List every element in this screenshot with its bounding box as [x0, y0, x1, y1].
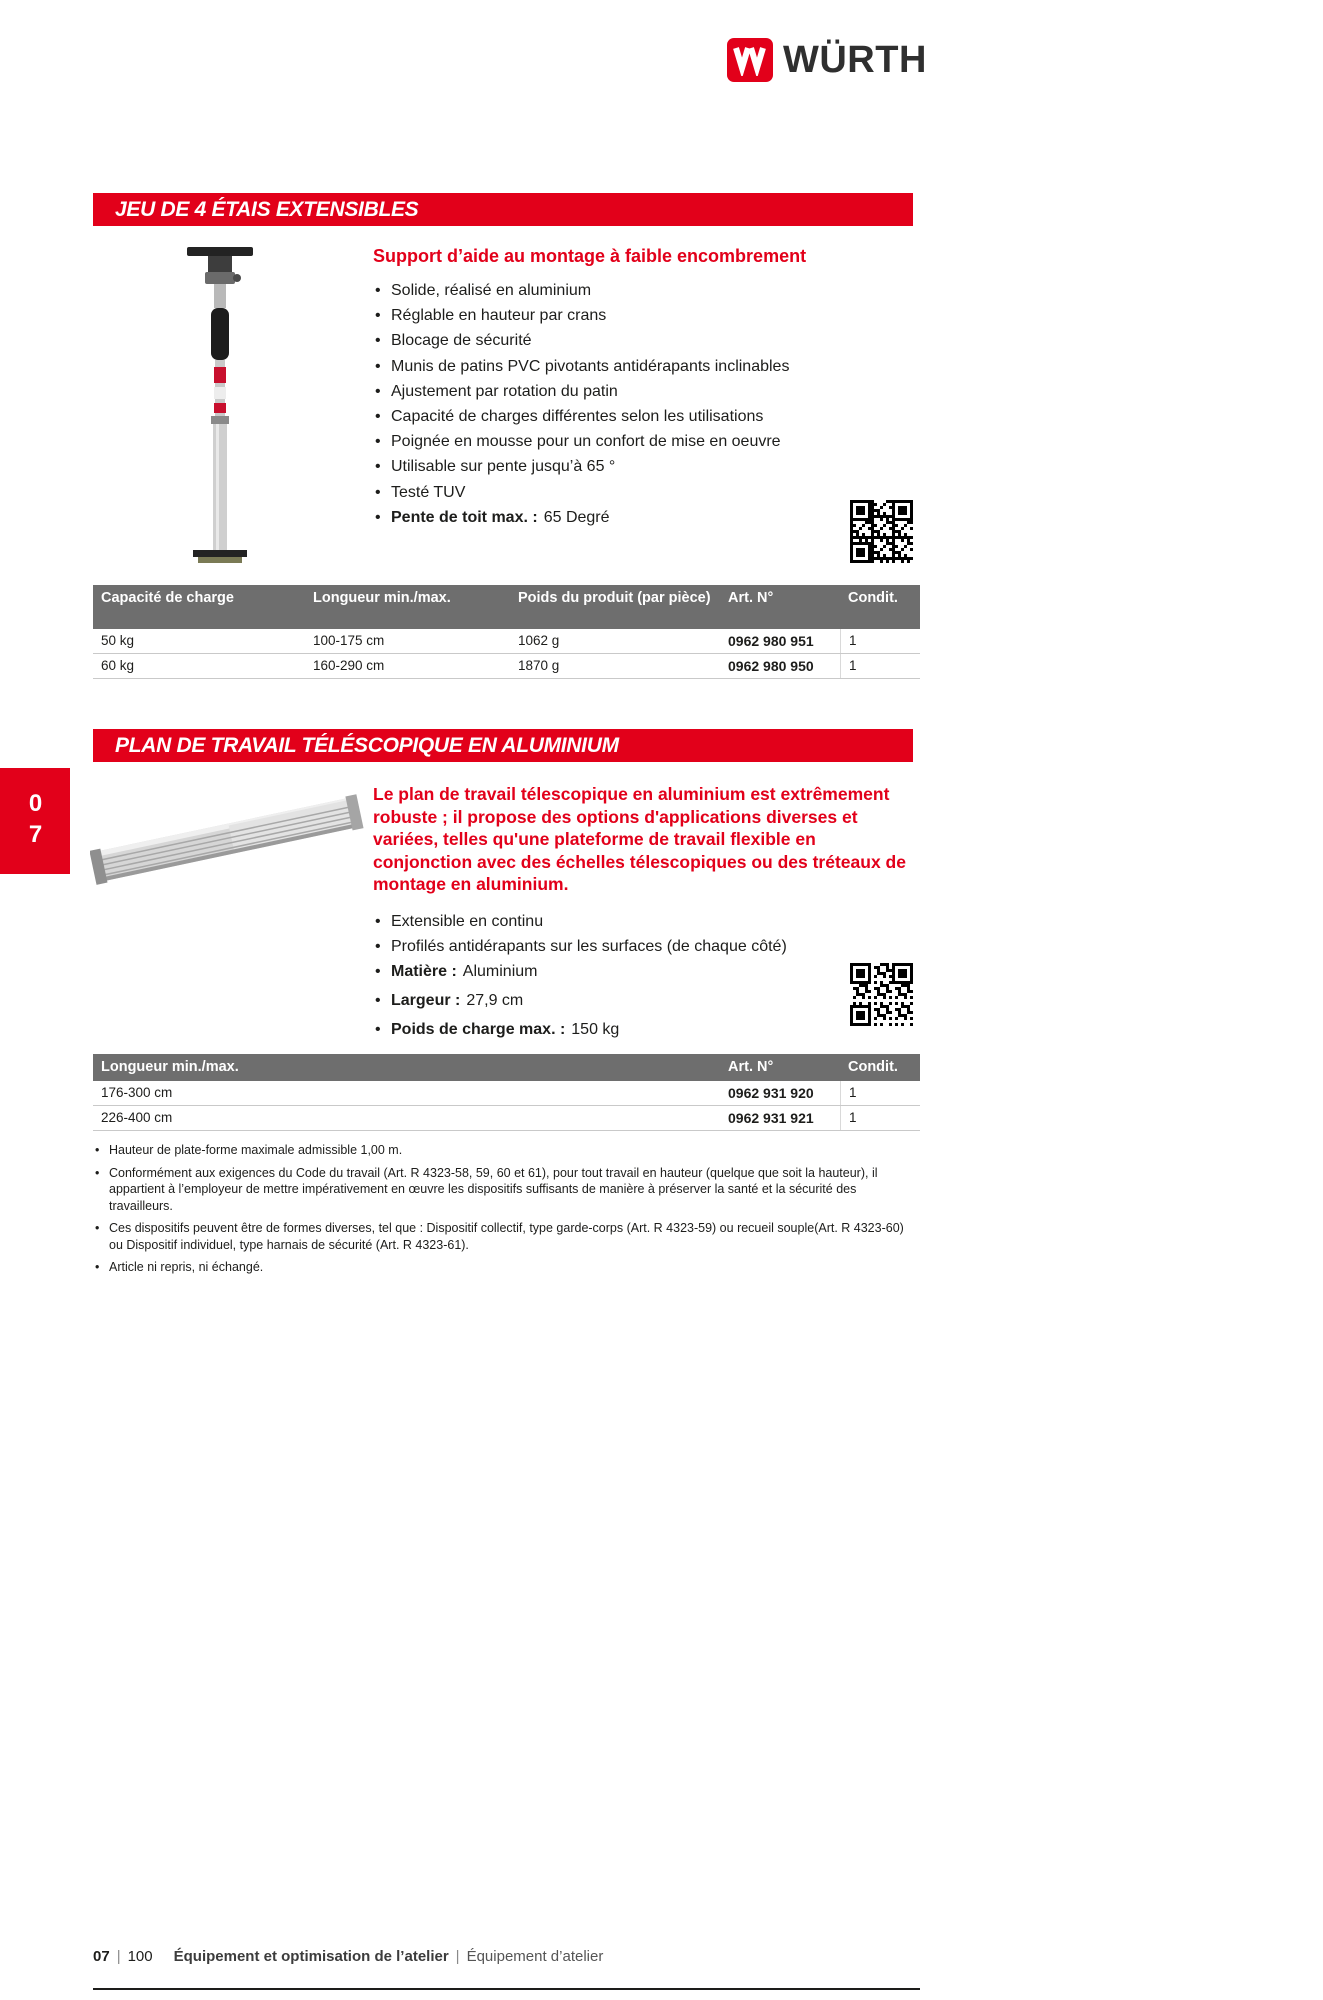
spec-value: Aluminium — [462, 962, 538, 980]
brand-name: WÜRTH — [783, 38, 927, 81]
column-header: Capacité de charge — [101, 590, 234, 606]
cell-weight: 1062 g — [518, 633, 560, 648]
qr-code-icon — [850, 500, 913, 563]
feature-item-spec — [373, 959, 913, 984]
feature-item: • Réglable en hauteur par crans — [373, 303, 913, 328]
section-header-plan-travail — [93, 729, 913, 762]
section-title: PLAN DE TRAVAIL TÉLÉSCOPIQUE EN ALUMINIUM — [115, 733, 619, 757]
spec-label: Poids de charge max. : — [391, 1021, 566, 1039]
column-header: Condit. — [848, 590, 898, 606]
footer-rule — [93, 1988, 920, 1990]
chapter-tab — [0, 768, 70, 874]
table-row — [93, 629, 920, 654]
spec-label: Largeur : — [391, 992, 461, 1010]
cell-capacity: 50 kg — [101, 633, 135, 648]
column-header: Longueur min./max. — [313, 590, 451, 606]
footnote: • Hauteur de plate-forme maximale admissible 1,00 m. — [93, 1142, 905, 1159]
footer-chapter: Équipement et optimisation de l’atelier — [173, 1948, 449, 1965]
spec-label: Matière : — [391, 962, 457, 980]
table-header-row — [93, 585, 920, 629]
cell-weight: 1870 g — [518, 658, 560, 673]
column-header: Longueur min./max. — [101, 1059, 239, 1075]
product-table-plan-travail — [93, 1054, 920, 1131]
footer-page-number: 07 — [93, 1948, 110, 1965]
table-row — [93, 654, 920, 679]
feature-item-spec — [373, 1017, 913, 1042]
chapter-tab-label: 07 — [22, 790, 49, 852]
brand-logo — [727, 38, 927, 82]
cell-packaging: 1 — [840, 629, 920, 653]
feature-item: • Utilisable sur pente jusqu’à 65 ° — [373, 454, 913, 479]
cell-packaging: 1 — [840, 1106, 920, 1130]
feature-item-spec — [373, 505, 913, 530]
feature-list — [373, 278, 913, 530]
cell-capacity: 60 kg — [101, 658, 135, 673]
feature-item: • Poignée en mousse pour un confort de mise en oeuvre — [373, 429, 913, 454]
cell-article-number: 0962 931 921 — [728, 1110, 814, 1126]
footnote: • Conformément aux exigences du Code du travail (Art. R 4323-58, 59, 60 et 61), pour tout travail en hauteur (quelque que soit la hauteur), il appartient à l’employeur de mettre impérativement en œuvre les dispositifs suffisants de manière à préserver la santé et la sécurité des travailleurs. — [93, 1165, 905, 1215]
spec-value: 27,9 cm — [466, 992, 524, 1010]
cell-article-number: 0962 980 950 — [728, 658, 814, 674]
footer-separator: | — [116, 1948, 121, 1965]
feature-item: • Profilés antidérapants sur les surfaces (de chaque côté) — [373, 934, 913, 959]
feature-item-spec — [373, 988, 913, 1013]
product-image-telescopic-platform — [90, 780, 365, 910]
cell-article-number: 0962 931 920 — [728, 1085, 814, 1101]
cell-length: 160-290 cm — [313, 658, 385, 673]
column-header: Art. N° — [728, 590, 774, 606]
column-header: Condit. — [848, 1059, 898, 1075]
feature-item: • Ajustement par rotation du patin — [373, 379, 913, 404]
product-image-telescopic-prop — [140, 243, 300, 573]
footnote: • Ces dispositifs peuvent être de formes diverses, tel que : Dispositif collectif, type garde-corps (Art. R 4323-59) ou recueil souple(Art. R 4323-60) ou Dispositif individuel, type harnais de sécurité (Art. R 4323-61). — [93, 1220, 905, 1253]
feature-item: • Extensible en continu — [373, 909, 913, 934]
footer-section: Équipement d’atelier — [466, 1948, 604, 1965]
feature-item: • Munis de patins PVC pivotants antidérapants inclinables — [373, 354, 913, 379]
qr-code-icon — [850, 963, 913, 1026]
product-intro: Le plan de travail télescopique en aluminium est extrêmement robuste ; il propose des options d'applications diverses et variées, telles qu'une plateforme de travail flexible en conjonction avec des échelles télescopiques ou des tréteaux de montage en aluminium. — [373, 784, 906, 894]
footer-page-total: 100 — [127, 1948, 153, 1965]
product-subtitle: Support d’aide au montage à faible encombrement — [373, 246, 807, 266]
table-row — [93, 1106, 920, 1131]
page-footer — [93, 1948, 920, 1965]
product-description-etais — [373, 246, 913, 530]
cell-packaging: 1 — [840, 1081, 920, 1105]
footer-divider: | — [455, 1948, 460, 1965]
table-row — [93, 1081, 920, 1106]
section-header-etais — [93, 193, 913, 226]
product-description-plan-travail — [373, 783, 913, 1043]
product-table-etais — [93, 585, 920, 679]
feature-item: • Capacité de charges différentes selon les utilisations — [373, 404, 913, 429]
feature-item: • Testé TUV — [373, 480, 913, 505]
feature-item: • Blocage de sécurité — [373, 328, 913, 353]
footnote: • Article ni repris, ni échangé. — [93, 1259, 905, 1276]
cell-length: 226-400 cm — [101, 1110, 173, 1125]
cell-length: 176-300 cm — [101, 1085, 173, 1100]
column-header: Art. N° — [728, 1059, 774, 1075]
footnote-list — [93, 1142, 905, 1282]
column-header: Poids du produit (par pièce) — [518, 590, 711, 606]
cell-length: 100-175 cm — [313, 633, 385, 648]
table-header-row — [93, 1054, 920, 1081]
cell-packaging: 1 — [840, 654, 920, 678]
feature-item: • Solide, réalisé en aluminium — [373, 278, 913, 303]
spec-value: 65 Degré — [543, 508, 610, 526]
wurth-logo-icon — [727, 38, 773, 82]
spec-value: 150 kg — [571, 1021, 620, 1039]
cell-article-number: 0962 980 951 — [728, 633, 814, 649]
section-title: JEU DE 4 ÉTAIS EXTENSIBLES — [115, 197, 419, 221]
feature-list — [373, 909, 913, 1043]
spec-label: Pente de toit max. : — [391, 508, 538, 526]
